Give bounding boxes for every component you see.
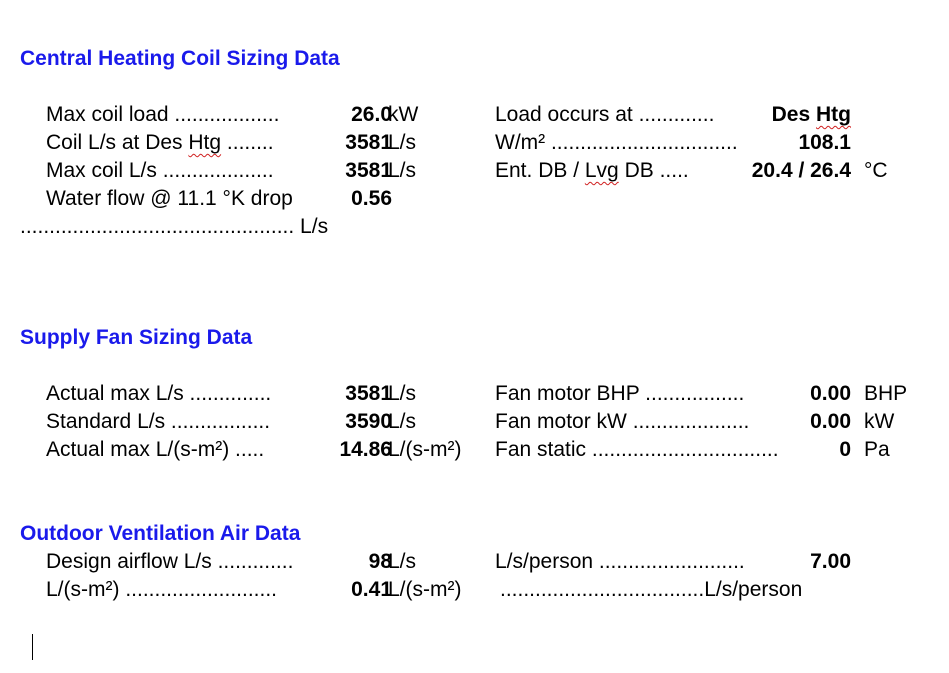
motor-bhp-row	[495, 382, 935, 410]
actual-max-lsm2-value: 14.86	[339, 438, 392, 461]
ls-person-label: L/s/person .........................	[495, 550, 745, 573]
water-flow-wrap-text: ............................................... L/s	[20, 215, 329, 238]
motor-kw-row	[495, 410, 935, 438]
actual-max-ls-unit: L/s	[388, 382, 417, 405]
design-airflow-value: 98	[368, 550, 392, 573]
design-airflow-label: Design airflow L/s .............	[46, 550, 294, 573]
fan-static-unit: Pa	[864, 438, 890, 461]
spellcheck-underline: Htg	[816, 103, 851, 126]
standard-ls-label: Standard L/s .................	[46, 410, 271, 433]
ent-lvg-row	[495, 159, 935, 187]
motor-bhp-unit: BHP	[864, 382, 908, 405]
fan-static-row	[495, 438, 935, 466]
max-coil-load-unit: kW	[388, 103, 419, 126]
motor-bhp-label: Fan motor BHP .................	[495, 382, 745, 405]
ent-lvg-value: 20.4 / 26.4	[751, 159, 851, 182]
spellcheck-underline: Htg	[188, 131, 222, 154]
standard-ls-unit: L/s	[388, 410, 417, 433]
water-flow-row	[46, 187, 486, 215]
max-coil-load-row	[46, 103, 486, 131]
water-flow-value: 0.56	[351, 187, 392, 210]
motor-bhp-value: 0.00	[810, 382, 851, 405]
max-coil-ls-value: 3581	[345, 159, 392, 182]
fan-section-title: Supply Fan Sizing Data	[20, 326, 253, 349]
water-flow-label: Water flow @ 11.1 °K drop	[46, 187, 293, 210]
actual-max-lsm2-row	[46, 438, 486, 466]
fan-static-value: 0	[839, 438, 851, 461]
load-occurs-value: Des Htg	[771, 103, 851, 126]
max-coil-ls-label: Max coil L/s ...................	[46, 159, 274, 182]
wm2-row	[495, 131, 935, 159]
max-coil-ls-row	[46, 159, 486, 187]
motor-kw-unit: kW	[864, 410, 895, 433]
vent-lsm2-label: L/(s-m²) ..........................	[46, 578, 278, 601]
vent-lsm2-value: 0.41	[351, 578, 392, 601]
wm2-value: 108.1	[798, 131, 851, 154]
standard-ls-value: 3590	[345, 410, 392, 433]
ent-lvg-unit: °C	[864, 159, 888, 182]
design-airflow-row	[46, 550, 486, 578]
coil-ls-unit: L/s	[388, 131, 417, 154]
actual-max-ls-row	[46, 382, 486, 410]
motor-kw-label: Fan motor kW ....................	[495, 410, 750, 433]
vent-lsm2-unit: L/(s-m²)	[388, 578, 462, 601]
coil-ls-value: 3581	[345, 131, 392, 154]
standard-ls-row	[46, 410, 486, 438]
ls-person-value: 7.00	[810, 550, 851, 573]
vent-lsm2-row	[46, 578, 486, 606]
ent-lvg-label: Ent. DB / Lvg DB .....	[495, 159, 689, 182]
heating-section-title: Central Heating Coil Sizing Data	[20, 47, 340, 70]
coil-ls-label: Coil L/s at Des Htg ........	[46, 131, 274, 154]
ls-person-wrap-text: ...................................L/s/person	[500, 578, 803, 601]
spellcheck-underline: Lvg	[584, 159, 619, 182]
coil-ls-row	[46, 131, 486, 159]
motor-kw-value: 0.00	[810, 410, 851, 433]
load-occurs-label: Load occurs at .............	[495, 103, 715, 126]
actual-max-lsm2-unit: L/(s-m²)	[388, 438, 462, 461]
load-occurs-row	[495, 103, 935, 131]
text-cursor[interactable]	[32, 634, 33, 660]
actual-max-ls-label: Actual max L/s ..............	[46, 382, 272, 405]
wm2-label: W/m² ................................	[495, 131, 738, 154]
fan-static-label: Fan static ................................	[495, 438, 779, 461]
max-coil-ls-unit: L/s	[388, 159, 417, 182]
max-coil-load-label: Max coil load ..................	[46, 103, 280, 126]
ls-person-row	[495, 550, 935, 578]
max-coil-load-value: 26.0	[351, 103, 392, 126]
actual-max-ls-value: 3581	[345, 382, 392, 405]
ventilation-section-title: Outdoor Ventilation Air Data	[20, 522, 301, 545]
design-airflow-unit: L/s	[388, 550, 417, 573]
actual-max-lsm2-label: Actual max L/(s-m²) .....	[46, 438, 265, 461]
